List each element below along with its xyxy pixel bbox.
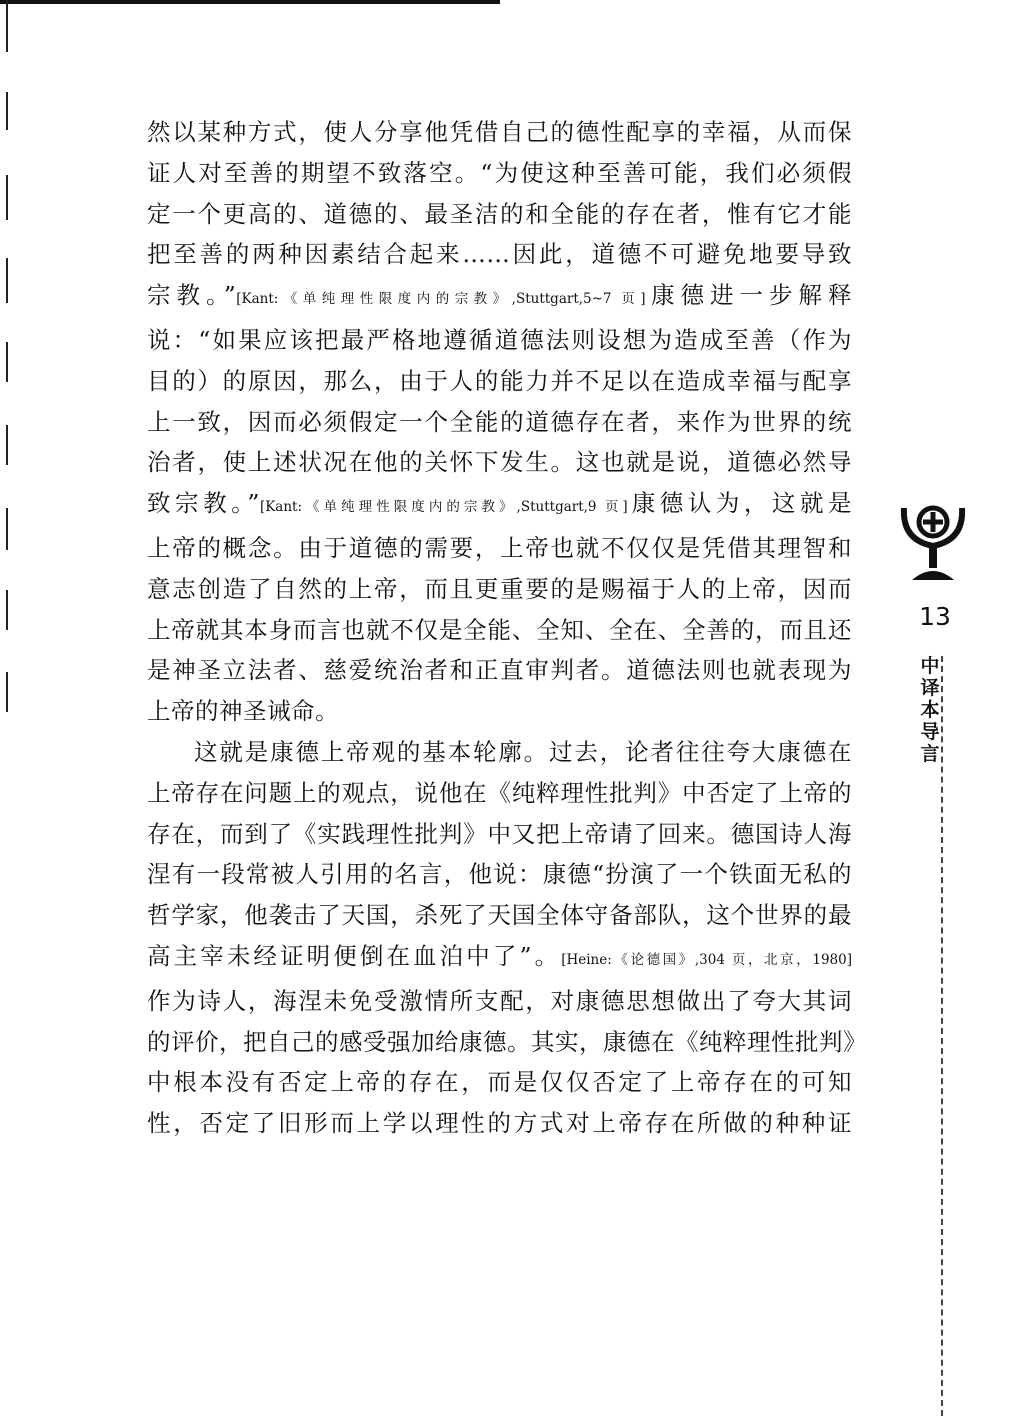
text-line-with-citation: [147, 483, 852, 528]
text-line: 上帝就其本身而言也就不仅是全能、全知、全在、全善的，而且还: [147, 615, 852, 644]
text-line: 性，否定了旧形而上学以理性的方式对上帝存在所做的种种证: [147, 1109, 852, 1138]
paragraph-2: [147, 732, 867, 1144]
text-line: 治者，使上述状况在他的关怀下发生。这也就是说，道德必然导: [147, 448, 852, 477]
section-title-char: 译: [920, 677, 940, 699]
binding-mark-6: [6, 425, 8, 465]
section-title-char: 言: [920, 743, 940, 765]
top-rule: [0, 0, 500, 4]
text-line: 涅有一段常被人引用的名言，他说：康德“扮演了一个铁面无私的: [147, 860, 852, 889]
citation: [Kant:《单纯理性限度内的宗教》,Stuttgart,9 页]: [259, 499, 628, 516]
text-line: 上帝存在问题上的观点，说他在《纯粹理性批判》中否定了上帝的: [147, 778, 852, 807]
text-line: 哲学家，他袭击了天国，杀死了天国全体守备部队，这个世界的最: [147, 901, 852, 930]
section-title-char: 导: [920, 721, 940, 743]
text-line: 把至善的两种因素结合起来……因此，道德不可避免地要导致: [147, 240, 852, 269]
section-title-vertical: [918, 655, 942, 765]
dashed-margin-rule: [941, 656, 943, 1416]
text-fragment: 高主宰未经证明便倒在血泊中了”。: [147, 941, 562, 970]
text-line: 证人对至善的期望不致落空。“为使这种至善可能，我们必须假: [147, 158, 852, 187]
text-line: 目的）的原因，那么，由于人的能力并不足以在造成幸福与配享: [147, 366, 852, 395]
page-number: 13: [919, 602, 951, 631]
text-line: 定一个更高的、道德的、最圣洁的和全能的存在者，惟有它才能: [147, 199, 852, 228]
section-title-char: 中: [920, 655, 940, 677]
citation: [Kant:《单纯理性限度内的宗教》,Stuttgart,5~7 页]: [236, 291, 646, 308]
text-line: 然以某种方式，使人分享他凭借自己的德性配享的幸福，从而保: [147, 118, 852, 146]
section-title-char: 本: [920, 699, 940, 721]
citation: [Heine:《论德国》,304 页，北京，1980]: [561, 951, 852, 968]
text-line: 存在，而到了《实践理性批判》中又把上帝请了回来。德国诗人海: [147, 819, 852, 848]
text-line-with-citation: [147, 936, 852, 981]
binding-mark-8: [6, 590, 8, 630]
text-line: 的评价，把自己的感受强加给康德。其实，康德在《纯粹理性批判》: [147, 1027, 867, 1056]
text-line: 意志创造了自然的上帝，而且更重要的是赐福于人的上帝，因而: [147, 574, 852, 603]
binding-mark-4: [6, 258, 8, 303]
cup-cross-emblem-icon: [898, 500, 968, 582]
binding-mark-2: [6, 92, 8, 130]
text-line: 作为诗人，海涅未免受激情所支配，对康德思想做出了夸大其词: [147, 986, 852, 1015]
text-line: 上帝的概念。由于道德的需要，上帝也就不仅仅是凭借其理智和: [147, 533, 852, 562]
text-line: 上一致，因而必须假定一个全能的道德存在者，来作为世界的统: [147, 407, 852, 436]
binding-mark-1: [6, 0, 8, 52]
text-line: 中根本没有否定上帝的存在，而是仅仅否定了上帝存在的可知: [147, 1068, 852, 1097]
text-fragment: 康德进一步解释: [645, 281, 852, 310]
text-line-with-citation: [147, 275, 852, 320]
binding-mark-9: [6, 672, 8, 712]
text-line: 是神圣立法者、慈爱统治者和正直审判者。道德法则也就表现为: [147, 656, 852, 685]
text-fragment: 康德认为，这就是: [627, 489, 852, 518]
binding-mark-3: [6, 175, 8, 220]
paragraph-1: [147, 112, 852, 732]
body-text: [147, 112, 867, 1144]
text-fragment: 致宗教。”: [147, 489, 260, 518]
text-line: 上帝的神圣诫命。: [147, 697, 339, 726]
text-fragment: 宗教。”: [147, 281, 237, 310]
binding-mark-5: [6, 342, 8, 382]
binding-mark-7: [6, 508, 8, 550]
text-line: 这就是康德上帝观的基本轮廓。过去，论者往往夸大康德在: [194, 737, 852, 766]
text-line: 说：“如果应该把最严格地遵循道德法则设想为造成至善（作为: [147, 325, 852, 354]
